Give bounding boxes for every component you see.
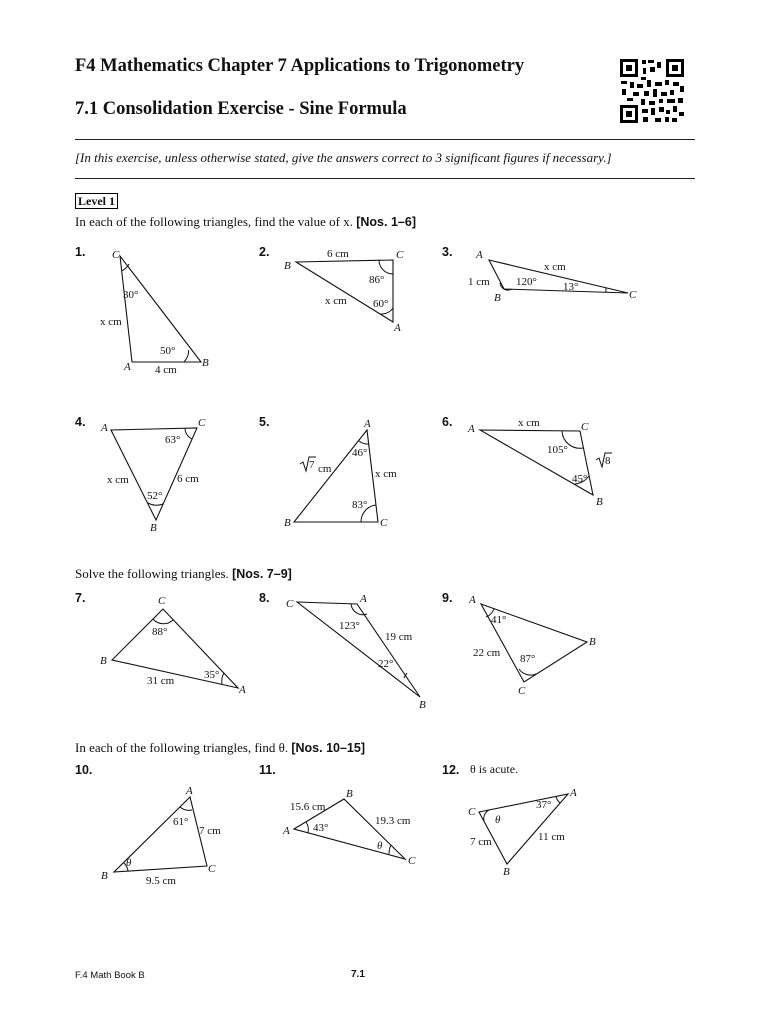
question-12-note: θ is acute. [470, 762, 519, 776]
vertex-label: B [202, 357, 209, 369]
side-label: 19.3 cm [375, 815, 411, 827]
vertex-label: B [284, 517, 291, 529]
angle-label: 41° [491, 614, 507, 626]
vertex-label: A [570, 787, 577, 799]
angle-label: 30° [123, 289, 139, 301]
side-label: 7 cm [470, 836, 492, 848]
question-number: 7. [75, 591, 86, 605]
vertex-label: B [503, 866, 510, 878]
triangle-q4 [100, 417, 206, 534]
vertex-label: A [239, 684, 246, 696]
vertex-label: B [150, 522, 157, 534]
triangle-q10 [101, 785, 221, 887]
vertex-label: A [283, 825, 290, 837]
angle-label: 120° [516, 276, 537, 288]
vertex-label: B [101, 870, 108, 882]
question-number: 2. [259, 245, 270, 259]
vertex-label: C [408, 855, 416, 867]
vertex-label: C [518, 685, 526, 697]
instruction-note: [In this exercise, unless otherwise stated, give the answers correct to 3 significant figures if necessary.] [75, 150, 612, 165]
vertex-label: A [469, 594, 476, 606]
vertex-label: B [419, 699, 426, 711]
triangle-q5 [284, 418, 397, 529]
angle-label: 87° [520, 653, 536, 665]
question-number: 11. [259, 763, 276, 777]
section-prompt-2: Solve the following triangles. [Nos. 7–9] [75, 566, 292, 581]
angle-label: 13° [563, 281, 579, 293]
vertex-label: C [629, 289, 637, 301]
footer-book-title: F.4 Math Book B [75, 970, 145, 981]
question-number: 12. [442, 763, 460, 777]
footer-page-number: 7.1 [351, 969, 365, 980]
vertex-label: A [468, 423, 475, 435]
triangle-q11 [282, 788, 416, 867]
question-number: 4. [75, 415, 86, 429]
angle-label: 45° [572, 473, 588, 485]
side-label: 22 cm [473, 647, 501, 659]
vertex-label: C [286, 598, 294, 610]
vertex-label: B [596, 496, 603, 508]
side-label: x cm [100, 316, 122, 328]
side-label: 4 cm [155, 364, 177, 376]
angle-label: 37° [536, 799, 552, 811]
angle-label: 105° [547, 444, 568, 456]
vertex-label: C [208, 863, 216, 875]
angle-label: 83° [352, 499, 368, 511]
side-label: 6 cm [177, 473, 199, 485]
vertex-label: A [186, 785, 193, 797]
triangle-q3 [468, 249, 637, 304]
angle-label: 123° [339, 620, 360, 632]
angle-label: 86° [369, 274, 385, 286]
question-number: 9. [442, 591, 453, 605]
section-prompt-1: In each of the following triangles, find the value of x. [Nos. 1–6] [75, 214, 416, 229]
angle-label: θ [495, 814, 501, 826]
side-label: 9.5 cm [146, 875, 176, 887]
angle-label: θ [377, 840, 383, 852]
section-prompt-3: In each of the following triangles, find θ. [Nos. 10–15] [75, 740, 365, 755]
triangle-q7 [100, 595, 246, 696]
angle-label: θ [126, 857, 132, 869]
vertex-label: B [589, 636, 596, 648]
vertex-label: C [198, 417, 206, 429]
question-number: 6. [442, 415, 453, 429]
side-label: 31 cm [147, 675, 175, 687]
vertex-label: A [364, 418, 371, 430]
side-label: x cm [325, 295, 347, 307]
angle-label: 52° [147, 490, 163, 502]
angle-label: 50° [160, 345, 176, 357]
triangle-q9 [468, 594, 596, 697]
side-label: x cm [107, 474, 129, 486]
triangle-q2 [284, 248, 404, 334]
angle-label: 63° [165, 434, 181, 446]
angle-label: 46° [352, 447, 368, 459]
vertex-label: A [124, 361, 131, 373]
vertex-label: C [112, 249, 120, 261]
vertex-label: A [394, 322, 401, 334]
angle-label: 60° [373, 298, 389, 310]
vertex-label: B [284, 260, 291, 272]
angle-label: 35° [204, 669, 220, 681]
side-label: 7 cm [199, 825, 221, 837]
side-label: x cm [518, 417, 540, 429]
vertex-label: A [101, 422, 108, 434]
page-subtitle: 7.1 Consolidation Exercise - Sine Formula [75, 99, 407, 119]
level-label: Level 1 [75, 193, 118, 209]
vertex-label: C [468, 806, 476, 818]
angle-label: 43° [313, 822, 329, 834]
page-title: F4 Mathematics Chapter 7 Applications to Trigonometry [75, 56, 525, 76]
question-number: 5. [259, 415, 270, 429]
question-number: 3. [442, 245, 453, 259]
vertex-label: C [158, 595, 166, 607]
side-label: 15.6 cm [290, 801, 326, 813]
angle-label: 88° [152, 626, 168, 638]
angle-label: 61° [173, 816, 189, 828]
question-number: 10. [75, 763, 93, 777]
side-label: 11 cm [538, 831, 565, 843]
side-label: 6 cm [327, 248, 349, 260]
side-label: 1 cm [468, 276, 490, 288]
vertex-label: B [346, 788, 353, 800]
triangle-q6 [467, 417, 612, 508]
side-label: 8 [605, 455, 611, 467]
side-label: cm [318, 463, 332, 475]
angle-label: 22° [378, 658, 394, 670]
question-number: 8. [259, 591, 270, 605]
vertex-label: C [581, 421, 589, 433]
vertex-label: C [380, 517, 388, 529]
vertex-label: B [494, 292, 501, 304]
side-label: x cm [375, 468, 397, 480]
side-label: 19 cm [385, 631, 413, 643]
vertex-label: A [476, 249, 483, 261]
vertex-label: A [360, 593, 367, 605]
vertex-label: C [396, 249, 404, 261]
triangle-q12 [468, 787, 577, 878]
side-label: 7 [309, 459, 315, 471]
side-label: x cm [544, 261, 566, 273]
triangle-q1 [100, 249, 209, 376]
triangle-q8 [286, 593, 426, 711]
question-number: 1. [75, 245, 86, 259]
vertex-label: B [100, 655, 107, 667]
